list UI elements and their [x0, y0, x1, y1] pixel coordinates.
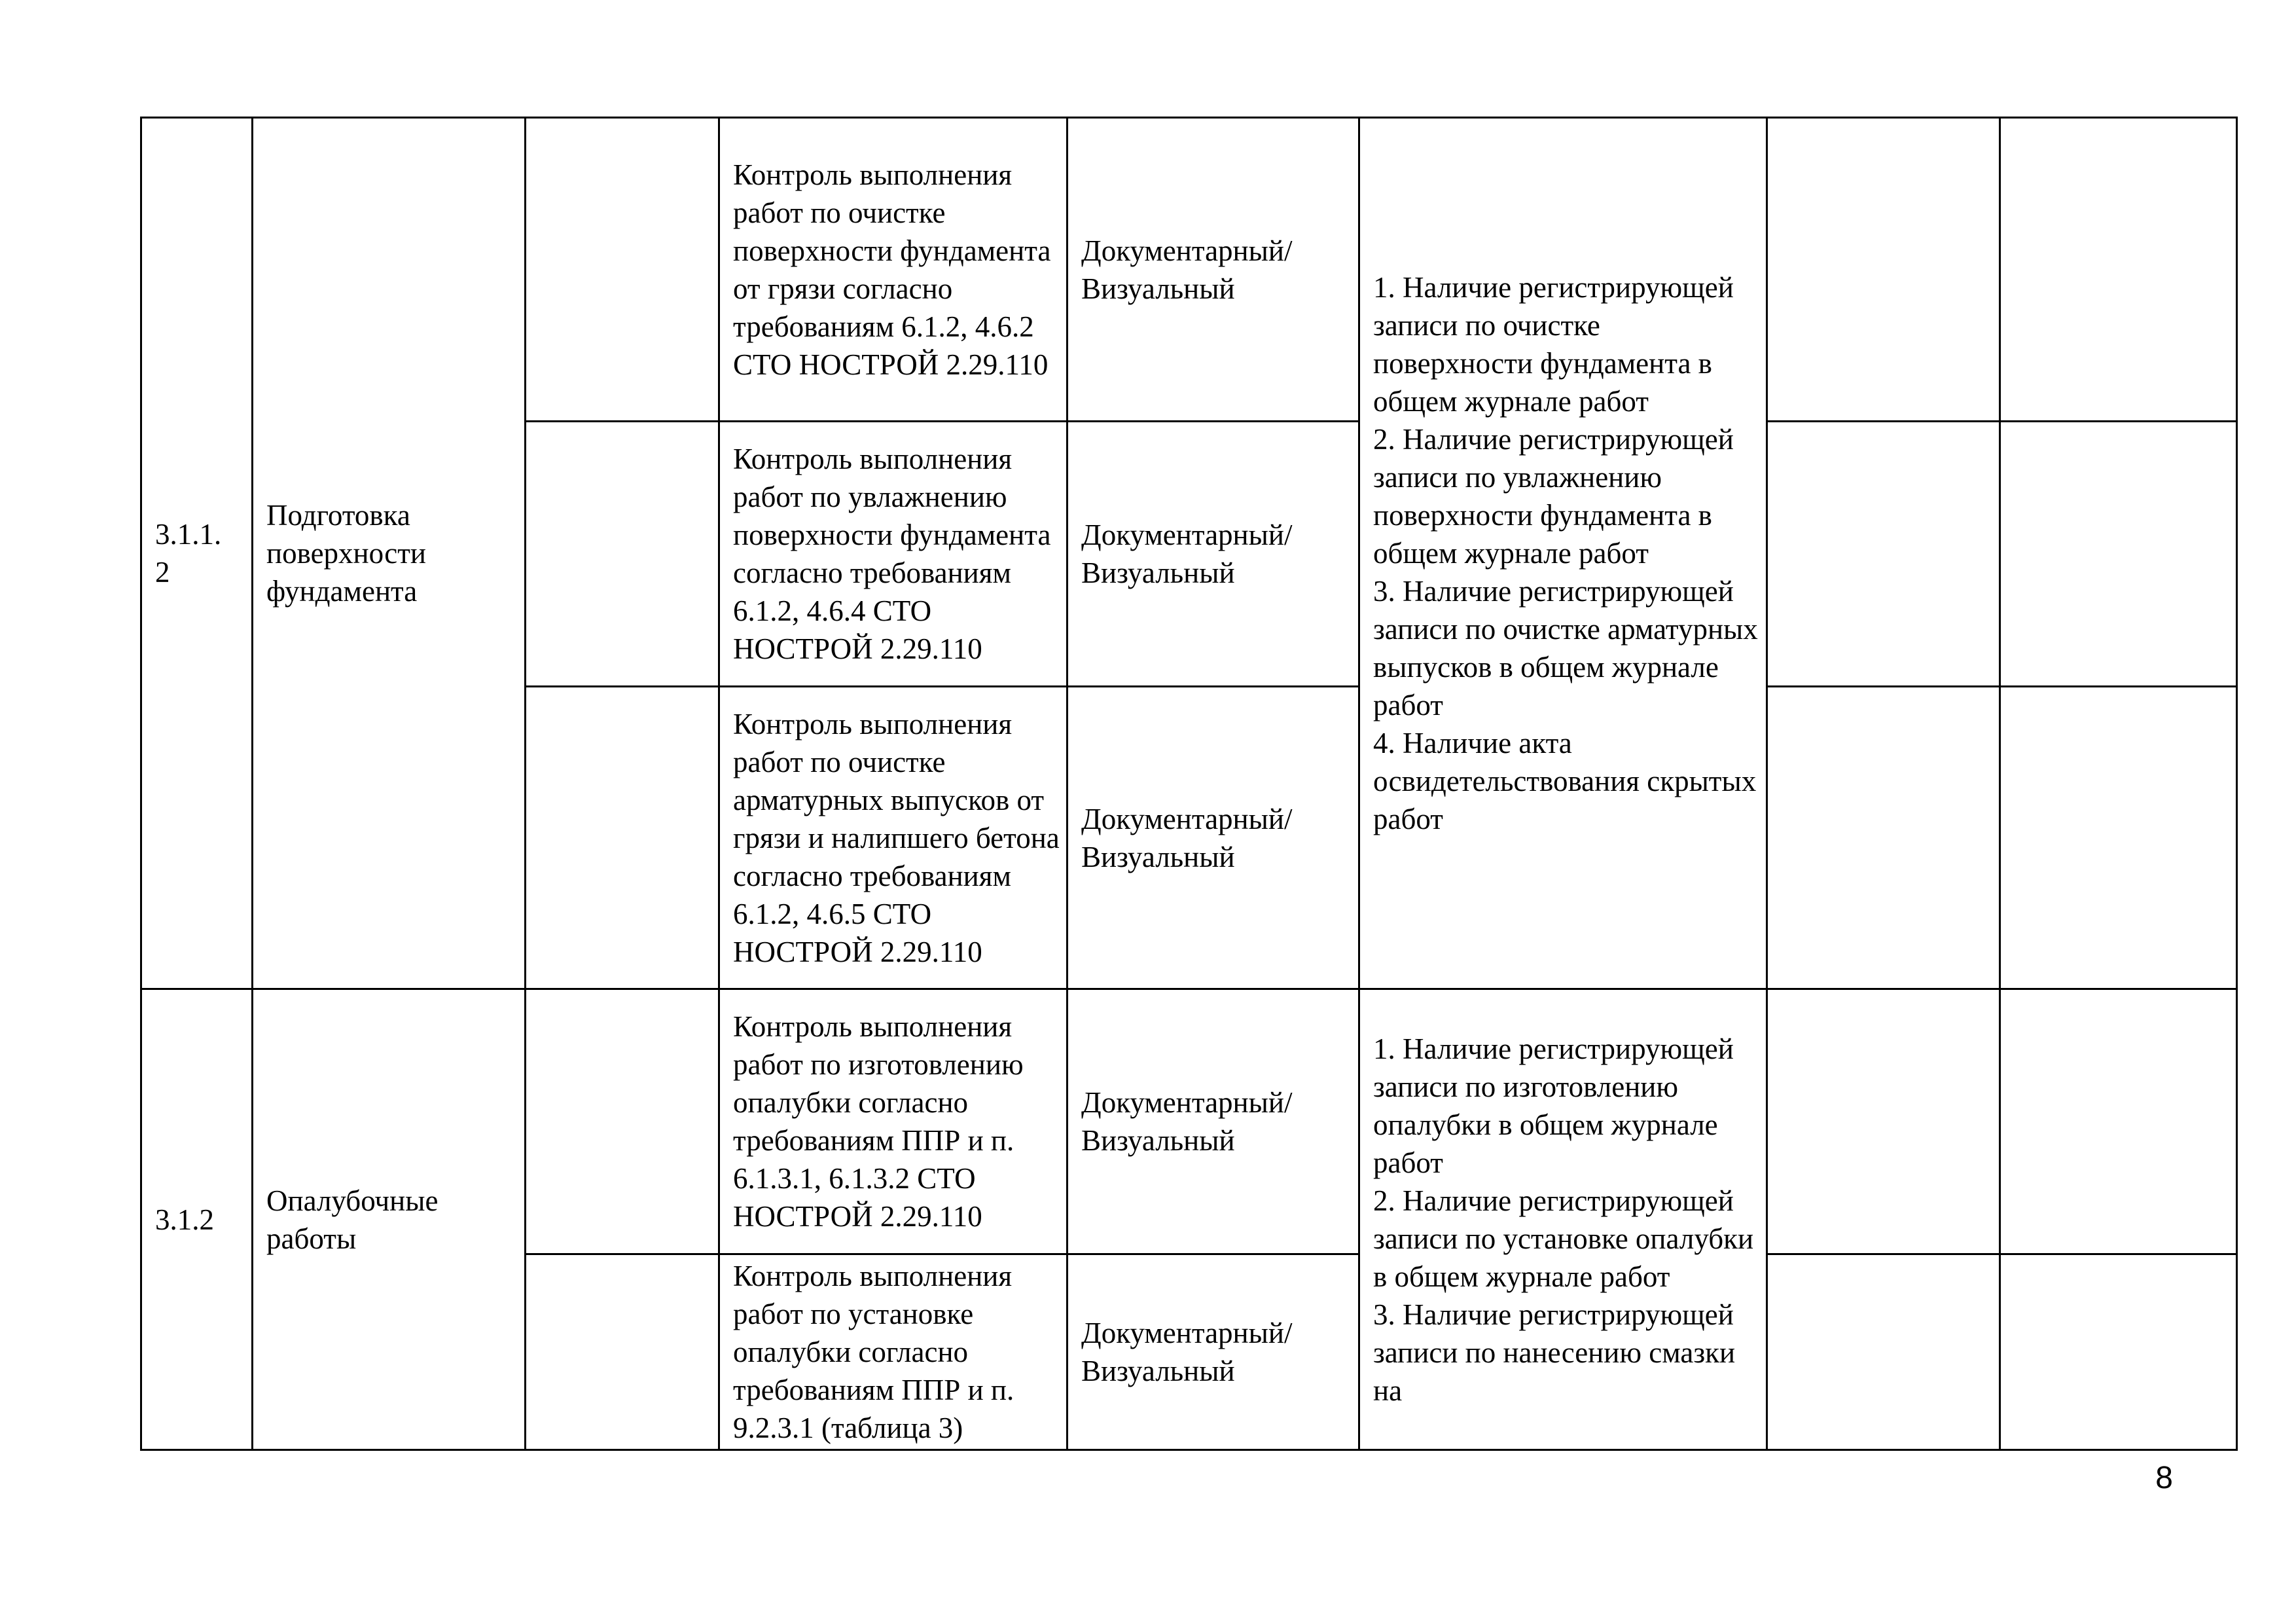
control-method: Документарный/ Визуальный — [1067, 989, 1359, 1254]
section-number: 3.1.2 — [141, 989, 253, 1450]
control-action: Контроль выполнения работ по установке опалубки согласно требованиям ППР и п. 9.2.3.1 (таблица 3) — [719, 1254, 1067, 1450]
section-number: 3.1.1. 2 — [141, 118, 253, 989]
section-name: Подготовка поверхности фундамента — [253, 118, 526, 989]
empty-cell — [2000, 989, 2237, 1254]
control-method: Документарный/ Визуальный — [1067, 687, 1359, 989]
empty-cell — [526, 1254, 719, 1450]
control-action: Контроль выполнения работ по увлажнению поверхности фундамента согласно требованиям 6.1.2, 4.6.4 СТО НОСТРОЙ 2.29.110 — [719, 422, 1067, 687]
control-method: Документарный/ Визуальный — [1067, 118, 1359, 422]
inspection-table — [140, 117, 2238, 1451]
empty-cell — [526, 687, 719, 989]
empty-cell — [2000, 1254, 2237, 1450]
section-name: Опалубочные работы — [253, 989, 526, 1450]
control-action: Контроль выполнения работ по очистке арматурных выпусков от грязи и налипшего бетона согласно требованиям 6.1.2, 4.6.5 СТО НОСТРОЙ 2.29.110 — [719, 687, 1067, 989]
empty-cell — [1767, 989, 2000, 1254]
control-action: Контроль выполнения работ по очистке поверхности фундамента от грязи согласно требованиям 6.1.2, 4.6.2 СТО НОСТРОЙ 2.29.110 — [719, 118, 1067, 422]
empty-cell — [1767, 118, 2000, 422]
empty-cell — [2000, 118, 2237, 422]
table-row — [141, 989, 2237, 1254]
empty-cell — [2000, 422, 2237, 687]
table-row — [141, 118, 2237, 422]
empty-cell — [526, 989, 719, 1254]
empty-cell — [526, 422, 719, 687]
page-number: 8 — [2155, 1461, 2173, 1495]
control-action: Контроль выполнения работ по изготовлению опалубки согласно требованиям ППР и п. 6.1.3.1, 6.1.3.2 СТО НОСТРОЙ 2.29.110 — [719, 989, 1067, 1254]
control-method: Документарный/ Визуальный — [1067, 422, 1359, 687]
empty-cell — [526, 118, 719, 422]
empty-cell — [1767, 1254, 2000, 1450]
empty-cell — [2000, 687, 2237, 989]
empty-cell — [1767, 687, 2000, 989]
requirements-cell: 1. Наличие регистрирующей записи по очистке поверхности фундамента в общем журнале работ 2. Наличие регистрирующей записи по увлажнению поверхности фундамента в общем журнале работ 3. Наличие регистрирующей записи по очистке арматурных выпусков в общем журнале работ 4. Наличие акта освидетельствования скрытых работ — [1359, 118, 1767, 989]
empty-cell — [1767, 422, 2000, 687]
control-method: Документарный/ Визуальный — [1067, 1254, 1359, 1450]
requirements-cell: 1. Наличие регистрирующей записи по изготовлению опалубки в общем журнале работ 2. Наличие регистрирующей записи по установке опалубки в общем журнале работ 3. Наличие регистрирующей записи по нанесению смазки на — [1359, 989, 1767, 1450]
